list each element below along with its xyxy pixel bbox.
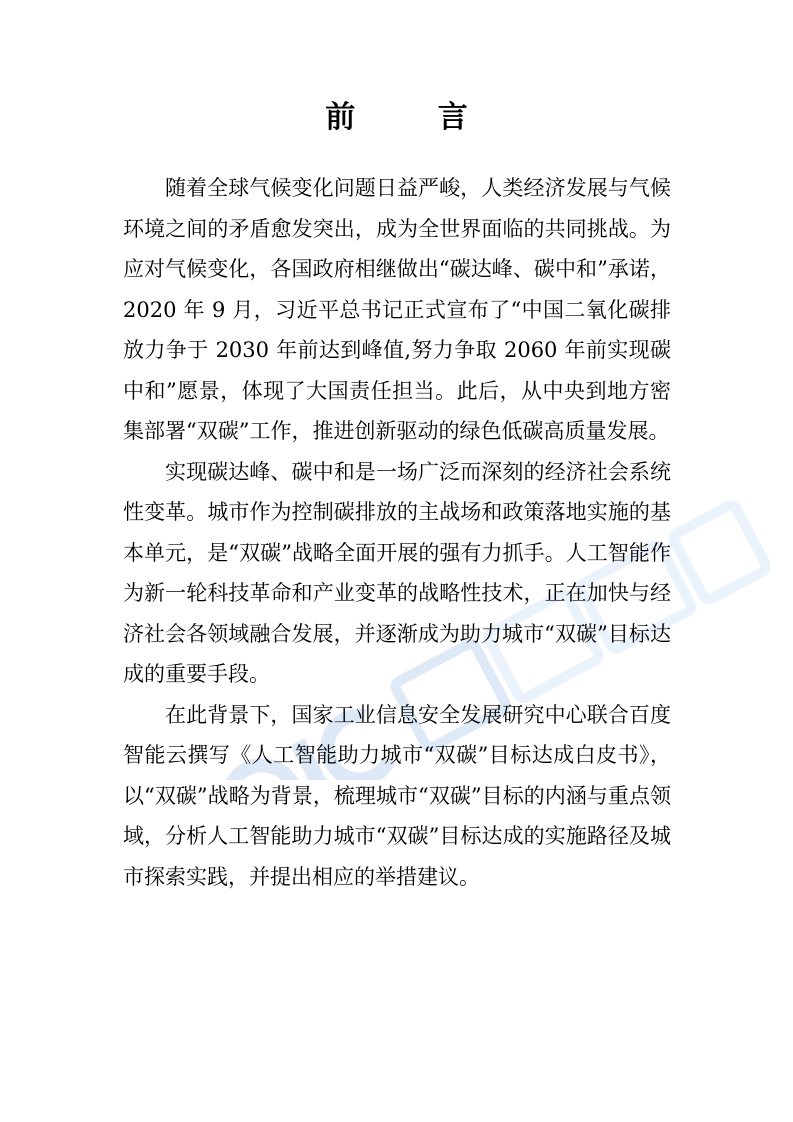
paragraph-1: 随着全球气候变化问题日益严峻，人类经济发展与气候环境之间的矛盾愈发突出，成为全世界面临的共同挑战。为应对气候变化，各国政府相继做出“碳达峰、碳中和”承诺，2020 年 9 月，习近平总书记正式宣布了“中国二氧化碳排放力争于 2030 年前达到峰值,努力争取 2060 年前实现碳中和”愿景，体现了大国责任担当。此后，从中央到地方密集部署“双碳”工作，推进创新驱动的绿色低碳高质量发展。 [123,176,671,443]
watermark-block-d-icon [672,503,769,601]
document-body [123,168,671,897]
page-title: 前 言 [325,100,504,135]
paragraph-2: 实现碳达峰、碳中和是一场广泛而深刻的经济社会系统性变革。城市作为控制碳排放的主战场和政策落地实施的基本单元，是“双碳”战略全面开展的强有力抓手。人工智能作为新一轮科技革命和产业变革的战略性技术，正在加快与经济社会各领域融合发展，并逐渐成为助力城市“双碳”目标达成的重要手段。 [123,459,671,686]
paragraph-3: 在此背景下，国家工业信息安全发展研究中心联合百度智能云撰写《人工智能助力城市“双碳”目标达成白皮书》，以“双碳”战略为背景，梳理城市“双碳”目标的内涵与重点领域，分析人工智能助力城市“双碳”目标达成的实施路径及城市探索实践，并提出相应的举措建议。 [123,702,671,889]
